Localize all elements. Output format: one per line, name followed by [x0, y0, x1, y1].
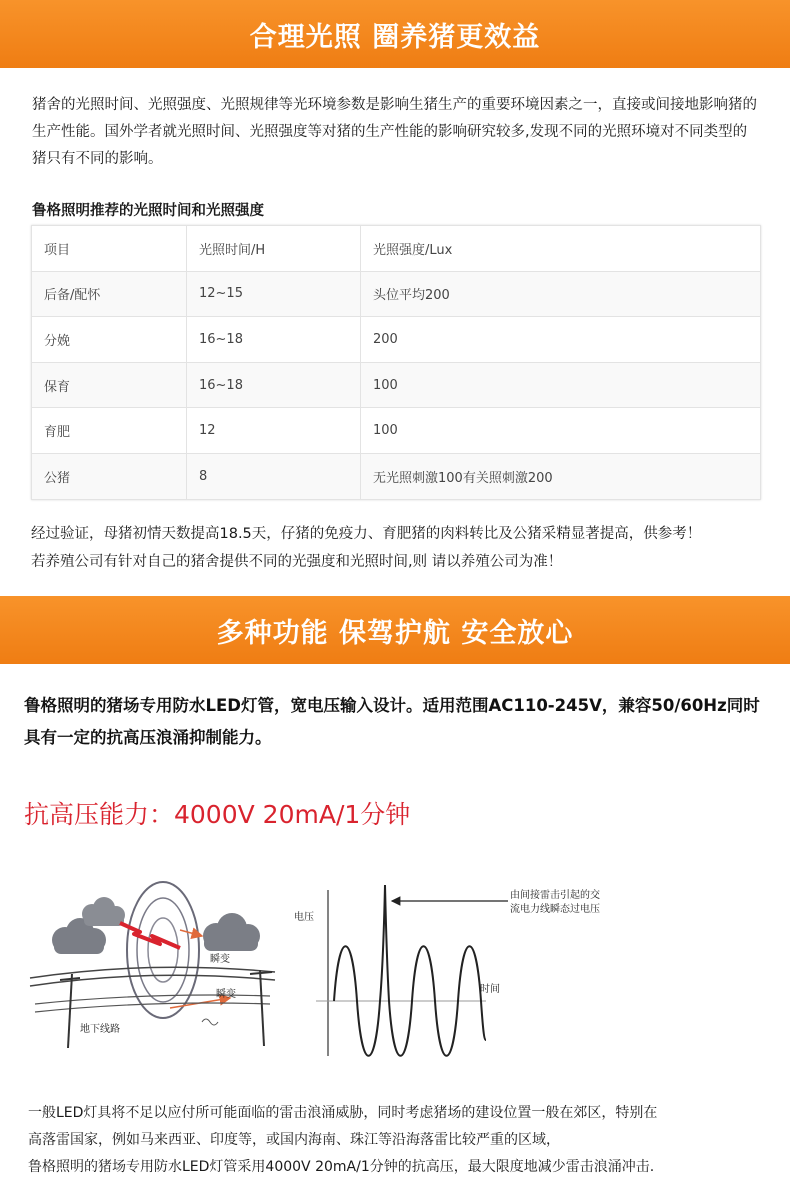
- table-title: 鲁格照明推荐的光照时间和光照强度: [32, 203, 264, 219]
- waveform-line: [334, 885, 486, 1056]
- table-cell: 100: [361, 408, 761, 454]
- field-ring-inner: [148, 918, 178, 982]
- table-row: [32, 271, 761, 317]
- transient-label: 瞬变: [216, 989, 236, 1000]
- explanation-line: 鲁格照明的猪场专用防水LED灯管采用4000V 20mA/1分钟的抗高压，最大限度地减少雷击浪涌冲击.: [28, 1159, 655, 1175]
- table-cell: 16~18: [187, 362, 361, 408]
- surge-wave-icon: [202, 1019, 218, 1025]
- table-cell: 16~18: [187, 317, 361, 363]
- table-row: [32, 453, 761, 499]
- field-ring-middle: [137, 898, 189, 1002]
- section-title: 合理光照 圈养猪更效益: [249, 21, 541, 53]
- table-cell: 公猪: [32, 453, 187, 499]
- utility-pole: [68, 974, 72, 1048]
- summary-line: 经过验证，母猪初情天数提高18.5天，仔猪的免疫力、育肥猪的肉料转比及公猪采精显著提高，供参考！: [31, 526, 702, 542]
- summary-paragraph: [31, 520, 771, 576]
- utility-pole: [250, 972, 272, 974]
- table-cell: 无光照刺激100有关照刺激200: [361, 453, 761, 499]
- table-row: [32, 317, 761, 363]
- voltage-description: 鲁格照明的猪场专用防水LED灯管，宽电压输入设计。适用范围AC110-245V，兼容50/60Hz同时具有一定的抗高压浪涌抑制能力。: [24, 696, 760, 747]
- table-cell: 12~15: [187, 271, 361, 317]
- annotation-text: 流电力线瞬态过电压: [510, 904, 600, 915]
- table-cell: 育肥: [32, 408, 187, 454]
- section-banner-functions: [0, 596, 790, 664]
- table-cell: 200: [361, 317, 761, 363]
- annotation-text: 由间接雷击引起的交: [510, 890, 600, 901]
- surge-capacity-title: 抗高压能力：4000V 20mA/1分钟: [24, 800, 411, 829]
- lightning-illustration: [30, 882, 275, 1048]
- header-cell: 光照时间/H: [187, 226, 361, 272]
- explanation-line: 一般LED灯具将不足以应付所可能面临的雷击浪涌威胁，同时考虑猪场的建设位置一般在郊区，特别在: [28, 1105, 658, 1121]
- table-cell: 100: [361, 362, 761, 408]
- table-cell: 头位平均200: [361, 271, 761, 317]
- time-axis-label: 时间: [480, 984, 500, 995]
- voltage-axis-label: 电压: [294, 912, 314, 923]
- surge-waveform: [294, 885, 600, 1056]
- lighting-table: [31, 225, 761, 500]
- cloud-icon: [82, 897, 125, 926]
- table-row: [32, 408, 761, 454]
- section-banner-lighting: [0, 0, 790, 68]
- header-cell: 项目: [32, 226, 187, 272]
- table-row: [32, 362, 761, 408]
- table-cell: 后备/配怀: [32, 271, 187, 317]
- summary-line: 若养殖公司有针对自己的猪舍提供不同的光强度和光照时间,则 请以养殖公司为准！: [31, 554, 563, 570]
- surge-diagram: [20, 870, 660, 1065]
- table-cell: 分娩: [32, 317, 187, 363]
- header-cell: 光照强度/Lux: [361, 226, 761, 272]
- explanation-line: 高落雷国家，例如马来西亚、印度等，或国内海南、珠江等沿海落雷比较严重的区域，: [28, 1132, 560, 1148]
- section-title: 多种功能 保驾护航 安全放心: [216, 617, 574, 649]
- utility-pole: [260, 970, 264, 1046]
- underground-line-label: 地下线路: [80, 1024, 120, 1035]
- transient-label: 瞬变: [210, 954, 230, 965]
- table-cell: 保育: [32, 362, 187, 408]
- cloud-icon: [203, 913, 260, 951]
- intro-paragraph: 猪舍的光照时间、光照强度、光照规律等光环境参数是影响生猪生产的重要环境因素之一，直接或间接地影响猪的生产性能。国外学者就光照时间、光照强度等对猪的生产性能的影响研究较多,发现不同的光照环境对不同类型的猪只有不同的影响。: [32, 97, 757, 167]
- table-header-row: [32, 226, 761, 272]
- power-line: [30, 975, 275, 986]
- table-cell: 8: [187, 453, 361, 499]
- surge-explanation: [28, 1100, 778, 1181]
- table-cell: 12: [187, 408, 361, 454]
- field-ring-outer: [127, 882, 199, 1018]
